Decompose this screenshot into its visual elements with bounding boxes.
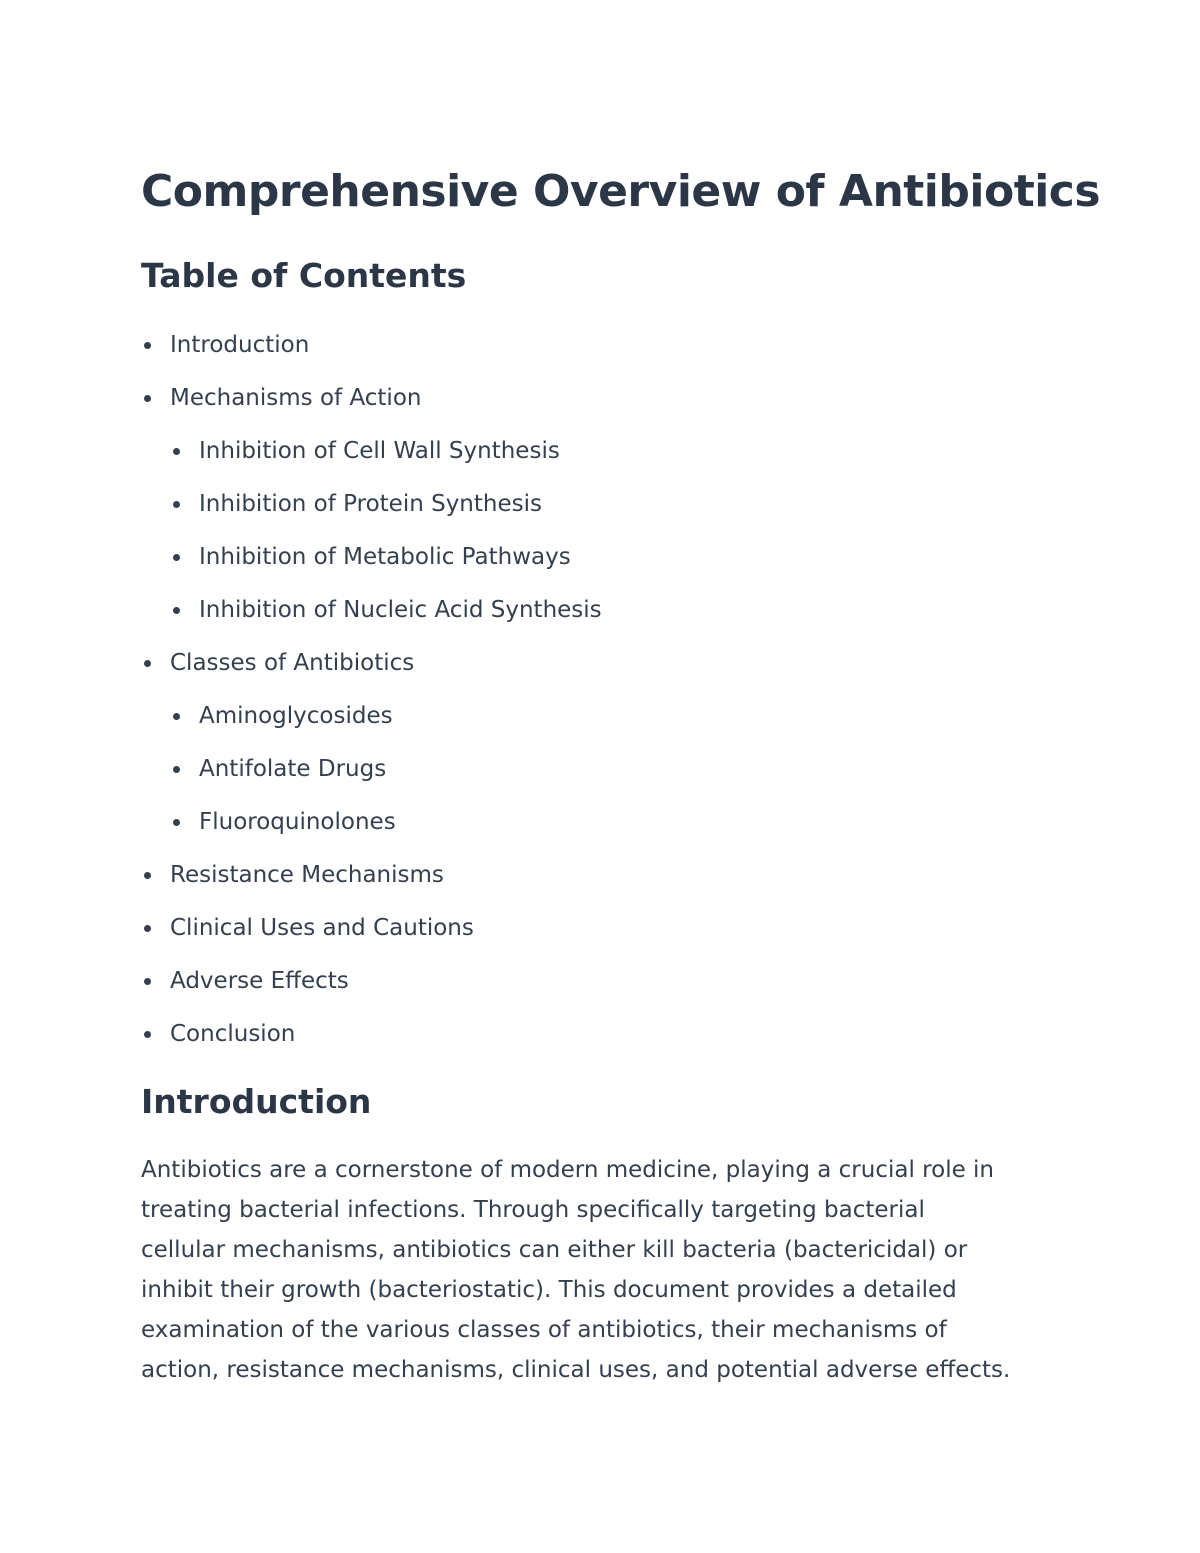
toc-item[interactable]	[141, 855, 1041, 908]
paragraph-line: treating bacterial infections. Through specifically targeting bacterial	[141, 1197, 925, 1223]
bullet-icon	[173, 554, 180, 561]
bullet-icon	[173, 607, 180, 614]
toc-subitem-label: Inhibition of Cell Wall Synthesis	[199, 438, 560, 464]
paragraph-line: action, resistance mechanisms, clinical uses, and potential adverse effects.	[141, 1357, 1011, 1383]
bullet-icon	[173, 501, 180, 508]
toc-item[interactable]	[141, 908, 1041, 961]
paragraph-line: examination of the various classes of antibiotics, their mechanisms of	[141, 1317, 947, 1343]
toc-subitem[interactable]	[141, 590, 1041, 643]
toc-item[interactable]	[141, 643, 1041, 696]
bullet-icon	[144, 872, 151, 879]
bullet-icon	[144, 660, 151, 667]
toc-subitem[interactable]	[141, 749, 1041, 802]
toc-item-label: Introduction	[170, 332, 310, 358]
bullet-icon	[144, 395, 151, 402]
toc-item-label: Resistance Mechanisms	[170, 862, 444, 888]
toc-item[interactable]	[141, 378, 1041, 431]
bullet-icon	[173, 819, 180, 826]
document-title: Comprehensive Overview of Antibiotics	[141, 166, 1101, 217]
toc-subitem-label: Aminoglycosides	[199, 703, 393, 729]
toc-subitem-label: Fluoroquinolones	[199, 809, 396, 835]
bullet-icon	[144, 978, 151, 985]
toc-subitem[interactable]	[141, 431, 1041, 484]
toc-item[interactable]	[141, 961, 1041, 1014]
toc-item-label: Classes of Antibiotics	[170, 650, 415, 676]
paragraph-line: Antibiotics are a cornerstone of modern medicine, playing a crucial role in	[141, 1157, 995, 1183]
bullet-icon	[144, 1031, 151, 1038]
bullet-icon	[144, 342, 151, 349]
paragraph-line: cellular mechanisms, antibiotics can either kill bacteria (bactericidal) or	[141, 1237, 968, 1263]
bullet-icon	[144, 925, 151, 932]
bullet-icon	[173, 448, 180, 455]
toc-subitem-label: Inhibition of Nucleic Acid Synthesis	[199, 597, 602, 623]
toc-subitem[interactable]	[141, 537, 1041, 590]
toc-item-label: Conclusion	[170, 1021, 296, 1047]
toc-item-label: Clinical Uses and Cautions	[170, 915, 474, 941]
toc-item-label: Adverse Effects	[170, 968, 349, 994]
toc-heading: Table of Contents	[141, 256, 467, 295]
bullet-icon	[173, 766, 180, 773]
toc-item[interactable]	[141, 1014, 1041, 1067]
toc-subitem[interactable]	[141, 484, 1041, 537]
paragraph-line: inhibit their growth (bacteriostatic). This document provides a detailed	[141, 1277, 957, 1303]
introduction-heading: Introduction	[141, 1082, 372, 1121]
toc-item[interactable]	[141, 325, 1041, 378]
table-of-contents	[141, 325, 1041, 1067]
toc-subitem[interactable]	[141, 802, 1041, 855]
introduction-paragraph	[141, 1150, 1061, 1390]
toc-item-label: Mechanisms of Action	[170, 385, 422, 411]
toc-subitem-label: Antifolate Drugs	[199, 756, 387, 782]
bullet-icon	[173, 713, 180, 720]
toc-subitem-label: Inhibition of Protein Synthesis	[199, 491, 542, 517]
toc-subitem[interactable]	[141, 696, 1041, 749]
toc-subitem-label: Inhibition of Metabolic Pathways	[199, 544, 571, 570]
